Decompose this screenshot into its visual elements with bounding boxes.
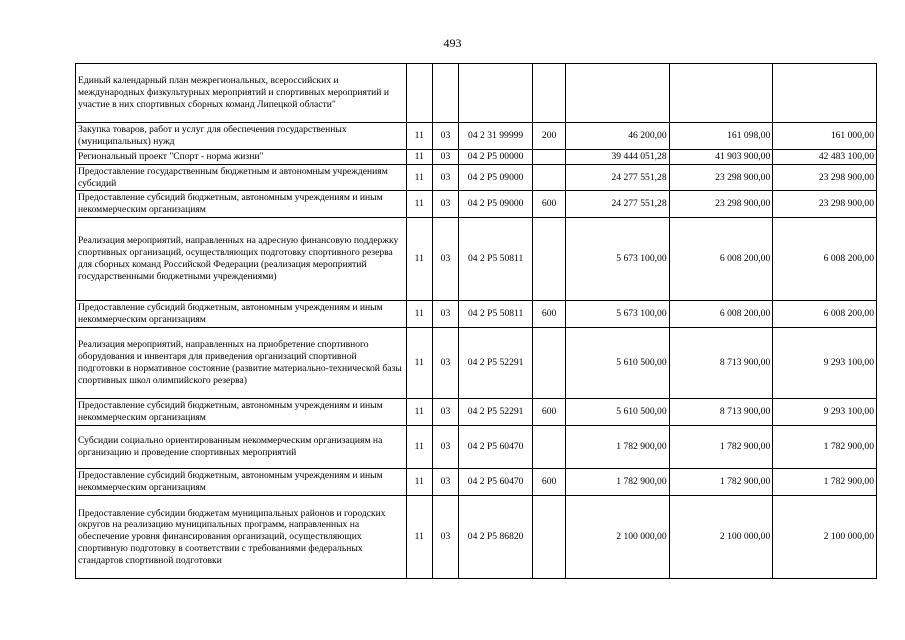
table-row <box>76 165 877 191</box>
cell-name: Единый календарный план межрегиональных, всероссийских и международных физкультурных мероприятий и спортивных мероприятий и участие в них спортивных сборных команд Липецкой области" <box>76 64 407 123</box>
cell-amount-1: 5 610 500,00 <box>565 328 669 399</box>
cell-amount-3: 42 483 100,00 <box>773 150 877 165</box>
cell-expense-type: 200 <box>533 123 566 150</box>
table-row <box>76 399 877 426</box>
cell-subsection: 03 <box>432 496 458 579</box>
cell-name: Предоставление субсидии бюджетам муниципальных районов и городских округов на реализацию муниципальных программ, направленных на обеспечение уровня финансирования организаций, осуществляющих спортивную подготовку в соответствии с требованиями федеральных стандартов спортивной подготовки <box>76 496 407 579</box>
cell-code <box>459 64 533 123</box>
cell-section: 11 <box>406 218 432 301</box>
cell-name: Предоставление субсидий бюджетным, автономным учреждениям и иным некоммерческим организациям <box>76 469 407 496</box>
cell-expense-type <box>533 496 566 579</box>
cell-code: 04 2 31 99999 <box>459 123 533 150</box>
cell-code: 04 2 P5 86820 <box>459 496 533 579</box>
cell-subsection: 03 <box>432 399 458 426</box>
cell-name: Реализация мероприятий, направленных на приобретение спортивного оборудования и инвентаря для приведения организаций спортивной подготовки в нормативное состояние (развитие материально-технической базы спортивных школ олимпийского резерва) <box>76 328 407 399</box>
cell-section: 11 <box>406 496 432 579</box>
cell-expense-type: 600 <box>533 301 566 328</box>
cell-amount-1: 46 200,00 <box>565 123 669 150</box>
cell-amount-3: 6 008 200,00 <box>773 218 877 301</box>
cell-expense-type <box>533 165 566 191</box>
cell-amount-1: 1 782 900,00 <box>565 469 669 496</box>
cell-subsection: 03 <box>432 123 458 150</box>
table-row <box>76 64 877 123</box>
cell-amount-1: 2 100 000,00 <box>565 496 669 579</box>
cell-amount-1: 39 444 051,28 <box>565 150 669 165</box>
cell-code: 04 2 P5 52291 <box>459 328 533 399</box>
cell-subsection: 03 <box>432 469 458 496</box>
cell-amount-3: 9 293 100,00 <box>773 328 877 399</box>
cell-amount-1: 24 277 551,28 <box>565 191 669 218</box>
cell-expense-type <box>533 64 566 123</box>
cell-name: Реализация мероприятий, направленных на адресную финансовую поддержку спортивных организаций, осуществляющих подготовку спортивного резерва для сборных команд Российской Федерации (реализация мероприятий государственными бюджетными учреждениями) <box>76 218 407 301</box>
cell-name: Предоставление субсидий бюджетным, автономным учреждениям и иным некоммерческим организациям <box>76 191 407 218</box>
cell-amount-3: 1 782 900,00 <box>773 469 877 496</box>
cell-subsection: 03 <box>432 165 458 191</box>
cell-name: Региональный проект "Спорт - норма жизни" <box>76 150 407 165</box>
cell-amount-2: 8 713 900,00 <box>669 399 773 426</box>
cell-amount-2: 1 782 900,00 <box>669 469 773 496</box>
cell-amount-2: 23 298 900,00 <box>669 165 773 191</box>
cell-amount-2: 41 903 900,00 <box>669 150 773 165</box>
cell-subsection: 03 <box>432 426 458 469</box>
cell-code: 04 2 P5 00000 <box>459 150 533 165</box>
cell-subsection: 03 <box>432 328 458 399</box>
cell-name: Закупка товаров, работ и услуг для обеспечения государственных (муниципальных) нужд <box>76 123 407 150</box>
cell-expense-type: 600 <box>533 469 566 496</box>
cell-amount-3: 9 293 100,00 <box>773 399 877 426</box>
cell-section: 11 <box>406 426 432 469</box>
cell-code: 04 2 P5 09000 <box>459 165 533 191</box>
cell-amount-2: 8 713 900,00 <box>669 328 773 399</box>
table-row <box>76 218 877 301</box>
cell-section: 11 <box>406 399 432 426</box>
cell-code: 04 2 P5 60470 <box>459 469 533 496</box>
cell-code: 04 2 P5 50811 <box>459 301 533 328</box>
cell-code: 04 2 P5 60470 <box>459 426 533 469</box>
cell-amount-2 <box>669 64 773 123</box>
cell-subsection: 03 <box>432 191 458 218</box>
budget-table <box>75 63 877 579</box>
cell-name: Субсидии социально ориентированным некоммерческим организациям на организацию и проведение спортивных мероприятий <box>76 426 407 469</box>
cell-section <box>406 64 432 123</box>
table-row <box>76 191 877 218</box>
cell-section: 11 <box>406 191 432 218</box>
table-row <box>76 426 877 469</box>
cell-subsection: 03 <box>432 301 458 328</box>
cell-amount-1: 5 673 100,00 <box>565 301 669 328</box>
cell-amount-3: 23 298 900,00 <box>773 191 877 218</box>
table-row <box>76 469 877 496</box>
cell-amount-1: 1 782 900,00 <box>565 426 669 469</box>
cell-section: 11 <box>406 150 432 165</box>
cell-section: 11 <box>406 328 432 399</box>
table-row <box>76 301 877 328</box>
table-row <box>76 496 877 579</box>
cell-expense-type <box>533 218 566 301</box>
cell-name: Предоставление субсидий бюджетным, автономным учреждениям и иным некоммерческим организациям <box>76 301 407 328</box>
cell-name: Предоставление субсидий бюджетным, автономным учреждениям и иным некоммерческим организациям <box>76 399 407 426</box>
cell-amount-2: 1 782 900,00 <box>669 426 773 469</box>
cell-expense-type <box>533 328 566 399</box>
cell-amount-2: 6 008 200,00 <box>669 218 773 301</box>
cell-amount-2: 2 100 000,00 <box>669 496 773 579</box>
table-row <box>76 123 877 150</box>
cell-amount-1: 5 610 500,00 <box>565 399 669 426</box>
cell-amount-3 <box>773 64 877 123</box>
cell-subsection: 03 <box>432 218 458 301</box>
table-row <box>76 328 877 399</box>
cell-amount-3: 1 782 900,00 <box>773 426 877 469</box>
cell-section: 11 <box>406 123 432 150</box>
cell-name: Предоставление государственным бюджетным и автономным учреждениям субсидий <box>76 165 407 191</box>
cell-amount-1: 5 673 100,00 <box>565 218 669 301</box>
table-row <box>76 150 877 165</box>
cell-subsection: 03 <box>432 150 458 165</box>
cell-subsection <box>432 64 458 123</box>
cell-code: 04 2 P5 50811 <box>459 218 533 301</box>
cell-code: 04 2 P5 09000 <box>459 191 533 218</box>
cell-amount-2: 6 008 200,00 <box>669 301 773 328</box>
page-number: 493 <box>443 36 462 50</box>
cell-amount-3: 23 298 900,00 <box>773 165 877 191</box>
cell-amount-2: 161 098,00 <box>669 123 773 150</box>
cell-amount-3: 6 008 200,00 <box>773 301 877 328</box>
cell-amount-1: 24 277 551,28 <box>565 165 669 191</box>
cell-expense-type: 600 <box>533 399 566 426</box>
cell-section: 11 <box>406 165 432 191</box>
cell-amount-1 <box>565 64 669 123</box>
cell-expense-type: 600 <box>533 191 566 218</box>
cell-code: 04 2 P5 52291 <box>459 399 533 426</box>
cell-expense-type <box>533 150 566 165</box>
cell-section: 11 <box>406 301 432 328</box>
cell-expense-type <box>533 426 566 469</box>
cell-amount-3: 161 000,00 <box>773 123 877 150</box>
cell-amount-3: 2 100 000,00 <box>773 496 877 579</box>
cell-amount-2: 23 298 900,00 <box>669 191 773 218</box>
cell-section: 11 <box>406 469 432 496</box>
